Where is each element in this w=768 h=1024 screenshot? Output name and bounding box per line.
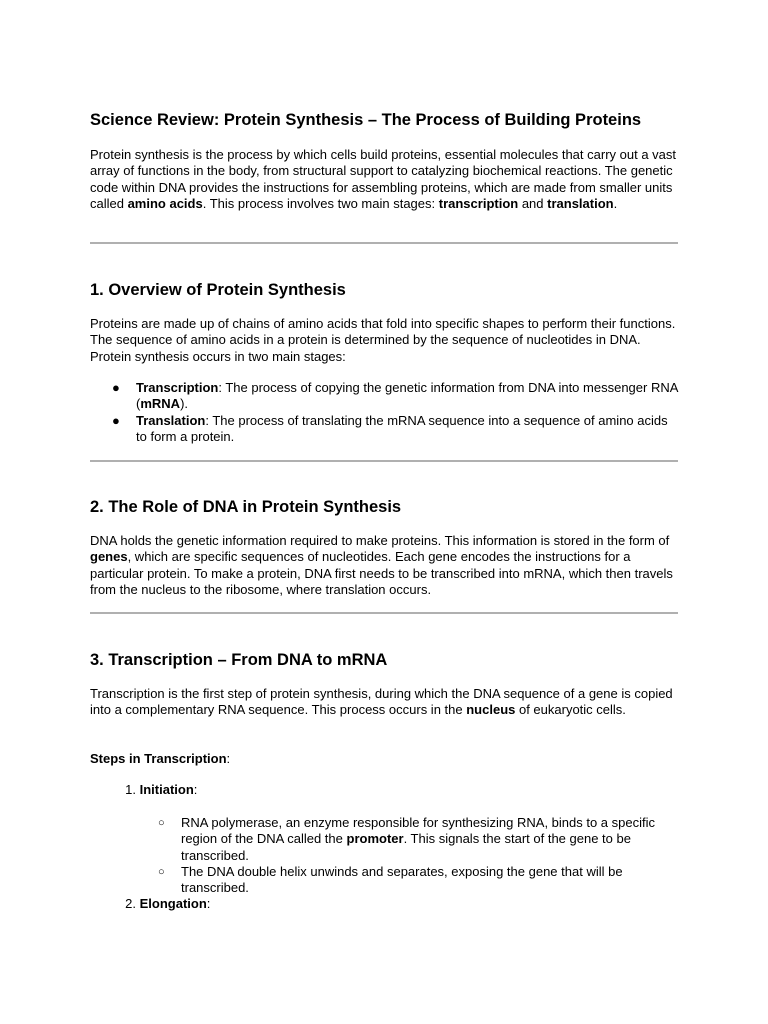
colon: : (206, 896, 211, 911)
term-mrna: mRNA (140, 396, 181, 412)
list-item-text: : The process of copying the genetic information from DNA into messenger RNA ( (136, 380, 678, 412)
step-1 (90, 782, 197, 798)
section-divider (90, 460, 678, 462)
section-divider (90, 612, 678, 614)
paragraph-text: , which are specific sequences of nucleotides. Each gene encodes the instructions for a particular protein. To make a protein, DNA first needs to be transcribed into mRNA, which then travels from the nucleus to the ribosome, where translation occurs. (90, 549, 673, 597)
list-item-text: ). (180, 396, 189, 412)
colon: : (193, 782, 198, 797)
term-amino-acids: amino acids (127, 195, 203, 211)
intro-text: Protein synthesis is the process by which cells build proteins, essential molecules that carry out a vast array of functions in the body, from structural support to catalyzing biochemical reactions. The genetic code within DNA provides the instructions for assembling proteins, which are made from smaller units called (90, 147, 676, 211)
sub-list-item (90, 864, 680, 897)
intro-paragraph (90, 147, 680, 212)
steps-label (90, 751, 680, 767)
initiation-sublist (90, 815, 680, 896)
list-item (90, 413, 680, 446)
section-3-heading: 3. Transcription – From DNA to mRNA (90, 651, 388, 669)
step-number: 1. (125, 782, 136, 797)
sub-item-text: The DNA double helix unwinds and separates, exposing the gene that will be transcribed. (181, 863, 623, 896)
document-title: Science Review: Protein Synthesis – The Process of Building Proteins (90, 111, 642, 129)
step-2 (90, 896, 210, 912)
bullet-icon: ● (112, 380, 120, 395)
paragraph-text: DNA holds the genetic information required to make proteins. This information is stored in the form of (90, 533, 670, 548)
term-genes: genes (90, 549, 128, 565)
intro-text: and (518, 195, 548, 211)
list-item-text: : The process of translating the mRNA sequence into a sequence of amino acids to form a protein. (136, 412, 668, 444)
section-1-heading: 1. Overview of Protein Synthesis (90, 281, 346, 299)
step-label-initiation: Initiation (139, 782, 194, 797)
intro-text: . This process involves two main stages: (202, 195, 439, 211)
bullet-icon: ● (112, 412, 120, 428)
section-1-paragraph: Proteins are made up of chains of amino acids that fold into specific shapes to perform their functions. The sequence of amino acids in a protein is determined by the sequence of nucleotides in DNA. Protein synthesis occurs in two main stages: (90, 316, 676, 364)
stages-list (90, 380, 680, 445)
sub-item-text: . This signals the start of the gene to be transcribed. (181, 831, 631, 863)
circle-bullet-icon: ○ (158, 817, 165, 829)
term-translation: translation (547, 195, 614, 211)
colon: : (226, 751, 231, 766)
paragraph-text: Transcription is the first step of protein synthesis, during which the DNA sequence of a gene is copied into a complementary RNA sequence. This process occurs in the (90, 686, 673, 718)
section-3-paragraph (90, 686, 680, 719)
sub-list-item (90, 815, 680, 864)
list-item (90, 380, 680, 413)
section-2-heading: 2. The Role of DNA in Protein Synthesis (90, 498, 402, 516)
intro-text: . (613, 195, 618, 211)
step-label-elongation: Elongation (139, 896, 207, 911)
term-transcription: transcription (438, 195, 519, 211)
step-number: 2. (125, 896, 136, 911)
paragraph-text: of eukaryotic cells. (515, 702, 626, 718)
sub-item-text: RNA polymerase, an enzyme responsible for synthesizing RNA, binds to a specific region of the DNA called the (181, 815, 655, 847)
section-2-paragraph (90, 533, 680, 598)
term-promoter: promoter (346, 831, 404, 847)
term-translation: Translation (136, 412, 206, 428)
term-nucleus: nucleus (466, 702, 516, 718)
circle-bullet-icon: ○ (158, 865, 165, 878)
steps-label-text: Steps in Transcription (90, 751, 227, 766)
term-transcription: Transcription (136, 380, 219, 395)
section-divider (90, 242, 678, 244)
